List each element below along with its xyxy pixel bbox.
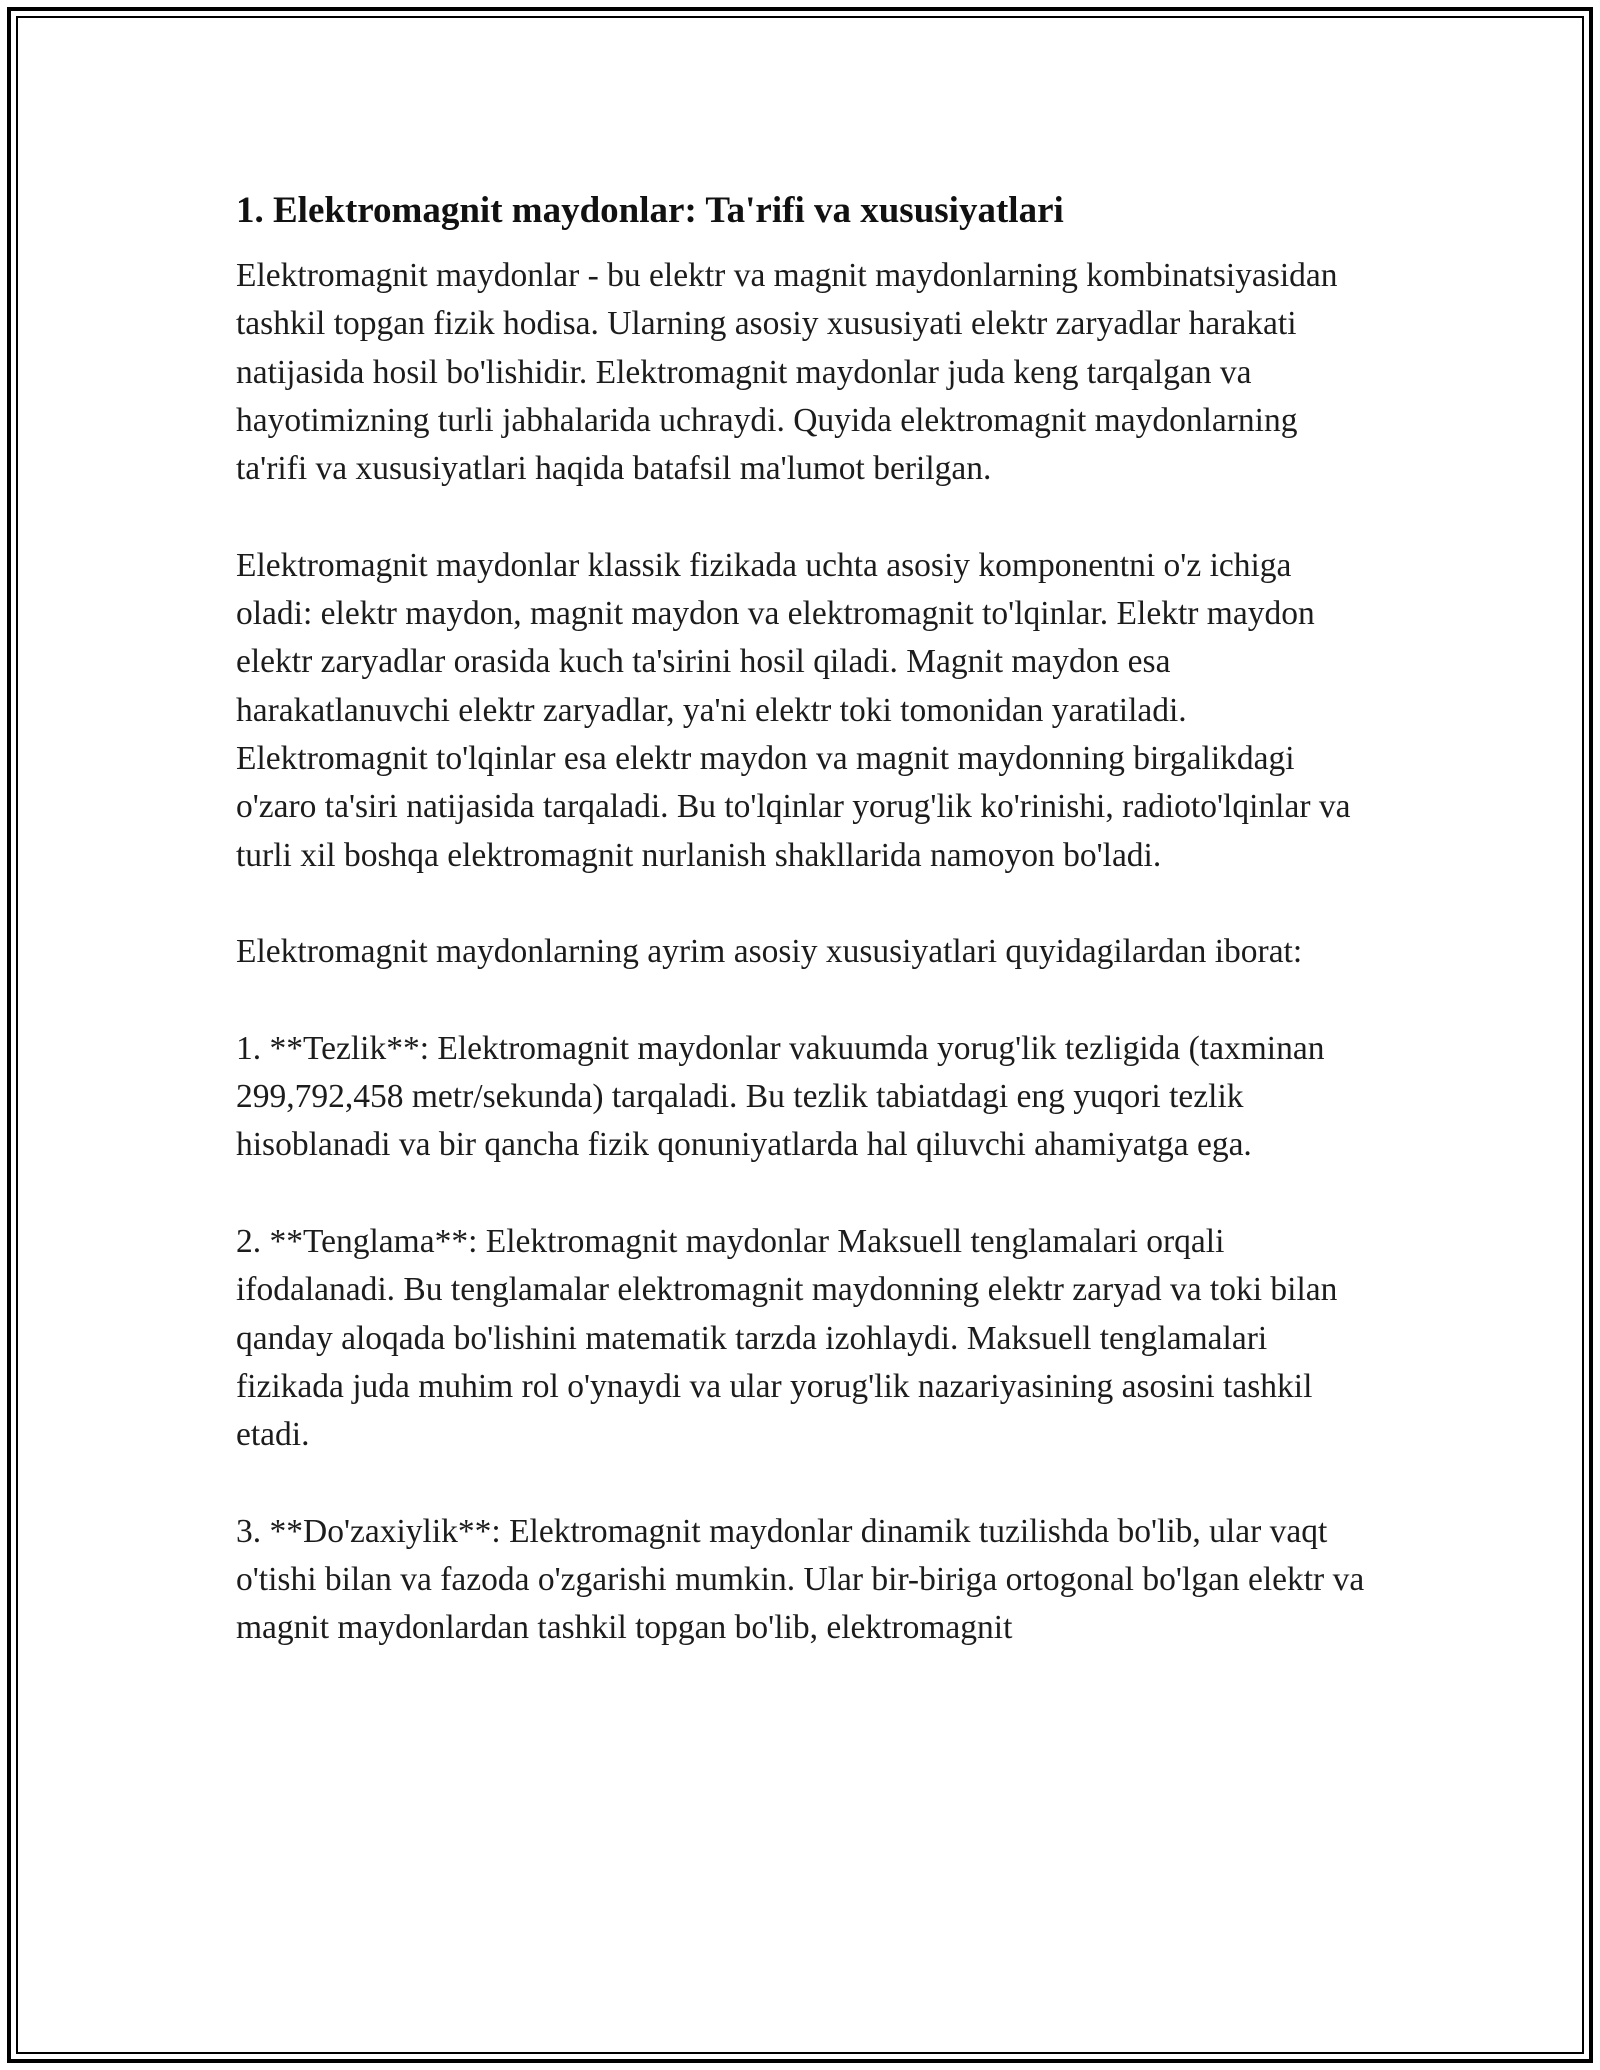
document-body xyxy=(236,186,1376,1653)
paragraph-properties-intro: Elektromagnit maydonlarning ayrim asosiy xususiyatlari quyidagilardan iborat: xyxy=(236,933,1303,971)
list-item-dynamics: 3. **Do'zaxiylik**: Elektromagnit maydonlar dinamik tuzilishda bo'lib, ular vaqt o'tishi bilan va fazoda o'zgarishi mumkin. Ular bir-biriga ortogonal bo'lgan elektr va magnit maydonlardan tashkil topgan bo'lib, elektromagnit xyxy=(236,1512,1365,1647)
section-heading: 1. Elektromagnit maydonlar: Ta'rifi va xususiyatlari xyxy=(236,190,1064,231)
paragraph-intro: Elektromagnit maydonlar - bu elektr va magnit maydonlarning kombinatsiyasidan tashkil topgan fizik hodisa. Ularning asosiy xususiyati elektr zaryadlar harakati natijasida hosil bo'lishidir. Elektromagnit maydonlar juda keng tarqalgan va hayotimizning turli jabhalarida uchraydi. Quyida elektromagnit maydonlarning ta'rifi va xususiyatlari haqida batafsil ma'lumot berilgan. xyxy=(236,257,1338,488)
paragraph-components: Elektromagnit maydonlar klassik fizikada uchta asosiy komponentni o'z ichiga oladi: elektr maydon, magnit maydon va elektromagnit to'lqinlar. Elektr maydon elektr zaryadlar orasida kuch ta'sirini hosil qiladi. Magnit maydon esa harakatlanuvchi elektr zaryadlar, ya'ni elektr toki tomonidan yaratiladi. Elektromagnit to'lqinlar esa elektr maydon va magnit maydonning birgalikdagi o'zaro ta'siri natijasida tarqaladi. Bu to'lqinlar yorug'lik ko'rinishi, radioto'lqinlar va turli xil boshqa elektromagnit nurlanish shakllarida namoyon bo'ladi. xyxy=(236,546,1351,874)
list-item-speed: 1. **Tezlik**: Elektromagnit maydonlar vakuumda yorug'lik tezligida (taxminan 299,792,458 metr/sekunda) tarqaladi. Bu tezlik tabiatdagi eng yuqori tezlik hisoblanadi va bir qancha fizik qonuniyatlarda hal qiluvchi ahamiyatga ega. xyxy=(236,1029,1325,1164)
list-item-equation: 2. **Tenglama**: Elektromagnit maydonlar Maksuell tenglamalari orqali ifodalanadi. Bu tenglamalar elektromagnit maydonning elektr zaryad va toki bilan qanday aloqada bo'lishini matematik tarzda izohlaydi. Maksuell tenglamalari fizikada juda muhim rol o'ynaydi va ular yorug'lik nazariyasining asosini tashkil etadi. xyxy=(236,1222,1338,1454)
